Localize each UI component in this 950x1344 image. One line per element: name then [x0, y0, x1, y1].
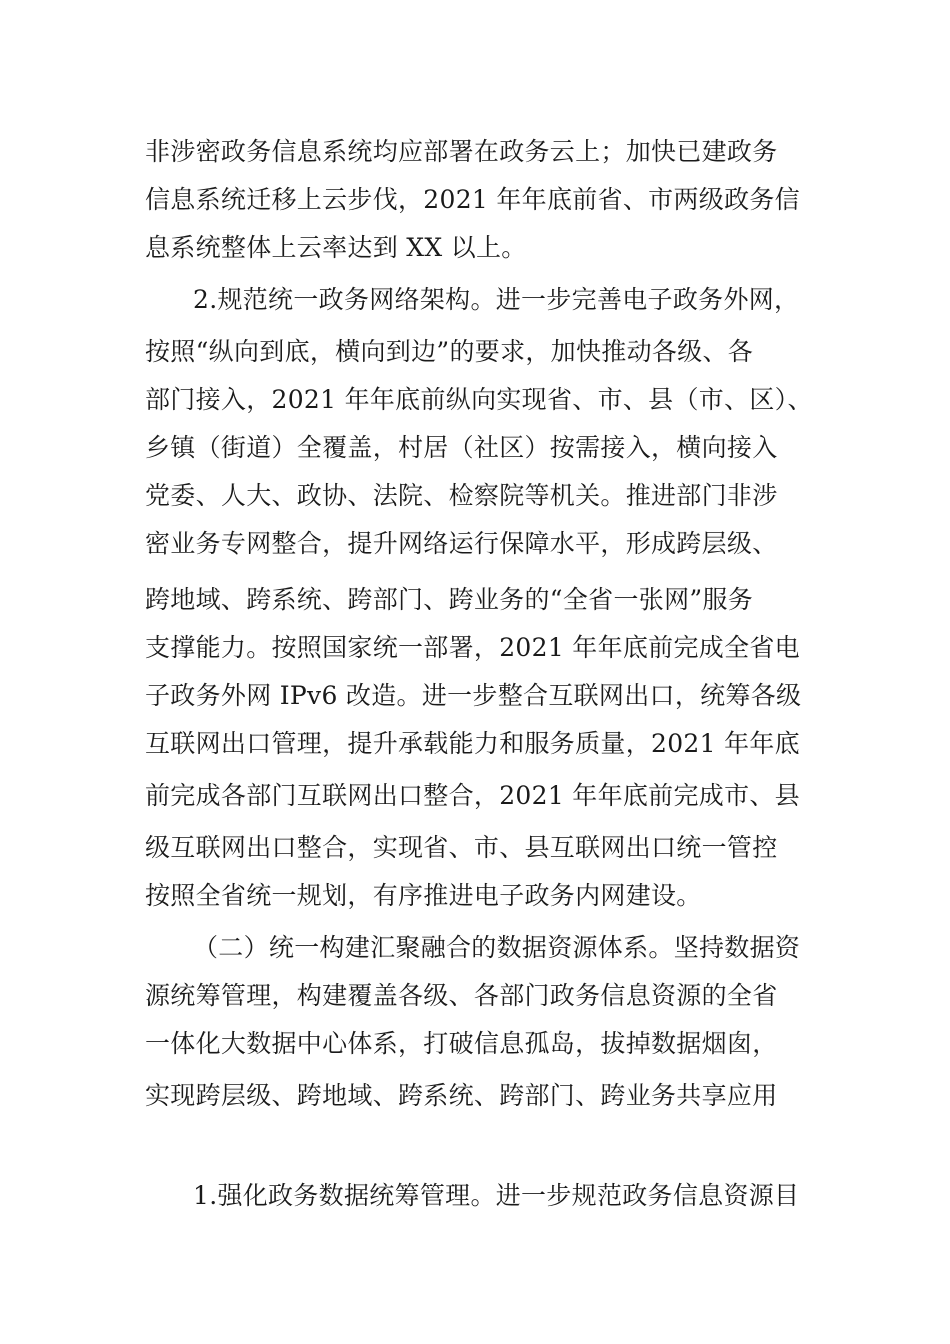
paragraph-line: 非涉密政务信息系统均应部署在政务云上；加快已建政务 [145, 137, 778, 166]
paragraph-line: 息系统整体上云率达到 XX 以上。 [145, 233, 527, 262]
paragraph-line: 密业务专网整合，提升网络运行保障水平，形成跨层级、 [145, 529, 778, 558]
paragraph-line: 子政务外网 IPv6 改造。进一步整合互联网出口，统筹各级 [145, 681, 802, 710]
paragraph-line: 实现跨层级、跨地域、跨系统、跨部门、跨业务共享应用 [145, 1081, 778, 1110]
paragraph-line: 级互联网出口整合，实现省、市、县互联网出口统一管控 [145, 833, 778, 862]
paragraph-line: 前完成各部门互联网出口整合，2021 年年底前完成市、县 [145, 781, 800, 810]
paragraph-line: 乡镇（街道）全覆盖，村居（社区）按需接入，横向接入 [145, 433, 778, 462]
paragraph-line: 跨地域、跨系统、跨部门、跨业务的“全省一张网”服务 [145, 585, 754, 614]
section-heading-2: 2.规范统一政务网络架构。进一步完善电子政务外网， [193, 285, 800, 314]
paragraph-line: 按照全省统一规划，有序推进电子政务内网建设。 [145, 881, 702, 910]
paragraph-line: 源统筹管理，构建覆盖各级、各部门政务信息资源的全省 [145, 981, 778, 1010]
paragraph-line: 支撑能力。按照国家统一部署，2021 年年底前完成全省电 [145, 633, 800, 662]
section-heading-er: （二）统一构建汇聚融合的数据资源体系。坚持数据资 [193, 933, 801, 962]
paragraph-line: 部门接入，2021 年年底前纵向实现省、市、县（市、区）、 [145, 385, 813, 414]
paragraph-line: 按照“纵向到底，横向到边”的要求，加快推动各级、各 [145, 337, 754, 366]
paragraph-line: 互联网出口管理，提升承载能力和服务质量，2021 年年底 [145, 729, 800, 758]
paragraph-line: 信息系统迁移上云步伐，2021 年年底前省、市两级政务信 [145, 185, 800, 214]
section-heading-1: 1.强化政务数据统筹管理。进一步规范政务信息资源目 [193, 1181, 800, 1210]
paragraph-line: 一体化大数据中心体系，打破信息孤岛，拔掉数据烟囱， [145, 1029, 778, 1058]
paragraph-line: 党委、人大、政协、法院、检察院等机关。推进部门非涉 [145, 481, 778, 510]
